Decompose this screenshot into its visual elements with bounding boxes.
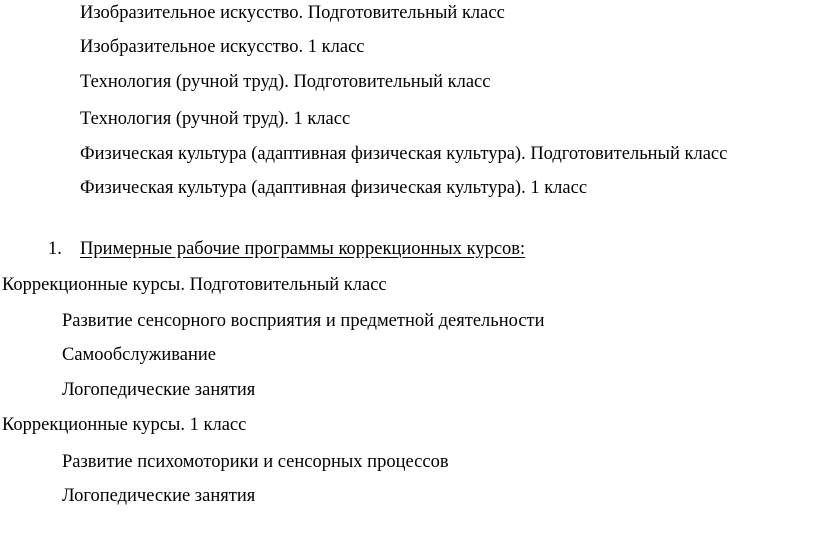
group-title: Коррекционные курсы. Подготовительный класс	[2, 275, 387, 295]
subject-line: Изобразительное искусство. Подготовительный класс	[80, 3, 505, 23]
section-number: 1.	[48, 239, 62, 259]
group-item: Самообслуживание	[62, 345, 217, 365]
group-title: Коррекционные курсы. 1 класс	[2, 415, 247, 435]
group-item: Развитие психомоторики и сенсорных процессов	[62, 452, 449, 472]
subject-line: Физическая культура (адаптивная физическая культура). Подготовительный класс	[80, 144, 728, 164]
section-heading: Примерные рабочие программы коррекционных курсов:	[80, 239, 526, 259]
subject-line: Изобразительное искусство. 1 класс	[80, 37, 365, 57]
group-item: Логопедические занятия	[62, 486, 256, 506]
group-item: Логопедические занятия	[62, 380, 256, 400]
group-item: Развитие сенсорного восприятия и предметной деятельности	[62, 311, 545, 331]
subject-line: Технология (ручной труд). Подготовительный класс	[80, 72, 491, 92]
subject-line: Технология (ручной труд). 1 класс	[80, 109, 351, 129]
subject-line: Физическая культура (адаптивная физическая культура). 1 класс	[80, 178, 588, 198]
